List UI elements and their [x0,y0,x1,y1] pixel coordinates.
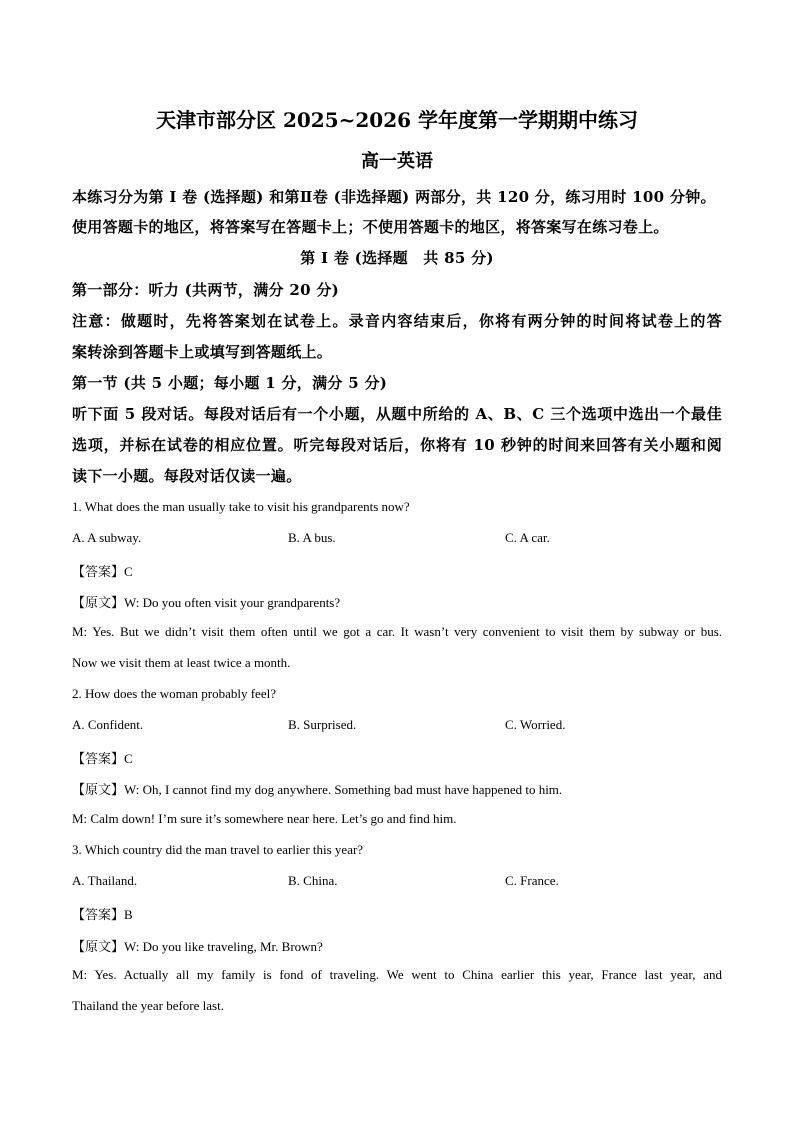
question-3-transcript-line-3: Thailand the year before last. [72,998,224,1013]
section-1-heading: 第一节 (共 5 小题；每小题 1 分，满分 5 分) [72,374,388,392]
exam-subject: 高一英语 [361,151,433,172]
exam-title: 天津市部分区 2025~2026 学年度第一学期期中练习 [155,108,638,132]
note-line-2: 案转涂到答题卡上或填写到答题纸上。 [72,343,333,361]
question-2-answer: 【答案】C [72,751,133,766]
question-1-transcript-line-3: Now we visit them at least twice a month. [72,655,291,670]
note-line-1: 注意：做题时，先将答案划在试卷上。录音内容结束后，你将有两分钟的时间将试卷上的答 [72,312,722,330]
question-3-stem: 3. Which country did the man travel to earlier this year? [72,842,364,857]
question-2-option-a: A. Confident. [72,717,144,732]
question-1-transcript-line-1: 【原文】W: Do you often visit your grandparents? [72,595,341,610]
question-3-option-b: B. China. [288,873,338,888]
instructions-line-2: 使用答题卡的地区，将答案写在答题卡上；不使用答题卡的地区，将答案写在练习卷上。 [72,218,669,236]
question-2-option-b: B. Surprised. [288,717,357,732]
instructions-line-1: 本练习分为第 I 卷 (选择题) 和第Ⅱ卷 (非选择题) 两部分，共 120 分，练习用时 100 分钟。 [72,188,716,206]
question-3-transcript-line-2: M: Yes. Actually all my family is fond of traveling. We went to China earlier this year, France last year, and [72,967,722,982]
question-1-answer: 【答案】C [72,564,133,579]
part-1-heading: 第一部分：听力 (共两节，满分 20 分) [72,281,340,299]
question-3-option-c: C. France. [505,873,559,888]
question-2-stem: 2. How does the woman probably feel? [72,686,276,701]
question-1-option-a: A. A subway. [72,530,142,545]
question-3-option-a: A. Thailand. [72,873,138,888]
question-1-option-c: C. A car. [505,530,550,545]
question-2-transcript-line-1: 【原文】W: Oh, I cannot find my dog anywhere. Something bad must have happened to him. [72,782,563,797]
question-2-option-c: C. Worried. [505,717,566,732]
question-1-option-b: B. A bus. [288,530,336,545]
question-2-transcript-line-2: M: Calm down! I’m sure it’s somewhere near here. Let’s go and find him. [72,811,457,826]
directions-line-1: 听下面 5 段对话。每段对话后有一个小题，从题中所给的 A、B、C 三个选项中选出一个最佳 [72,405,722,423]
directions-line-2: 选项，并标在试卷的相应位置。听完每段对话后，你将有 10 秒钟的时间来回答有关小题和阅 [72,436,722,454]
question-3-answer: 【答案】B [72,907,133,922]
directions-line-3: 读下一小题。每段对话仅读一遍。 [72,467,302,485]
volume-1-heading: 第 I 卷 (选择题 共 85 分) [300,249,494,267]
question-1-transcript-line-2: M: Yes. But we didn’t visit them often until we got a car. It wasn’t very convenient to visit them by subway or bus. [72,624,722,639]
question-3-transcript-line-1: 【原文】W: Do you like traveling, Mr. Brown? [72,939,323,954]
question-1-stem: 1. What does the man usually take to visit his grandparents now? [72,499,410,514]
